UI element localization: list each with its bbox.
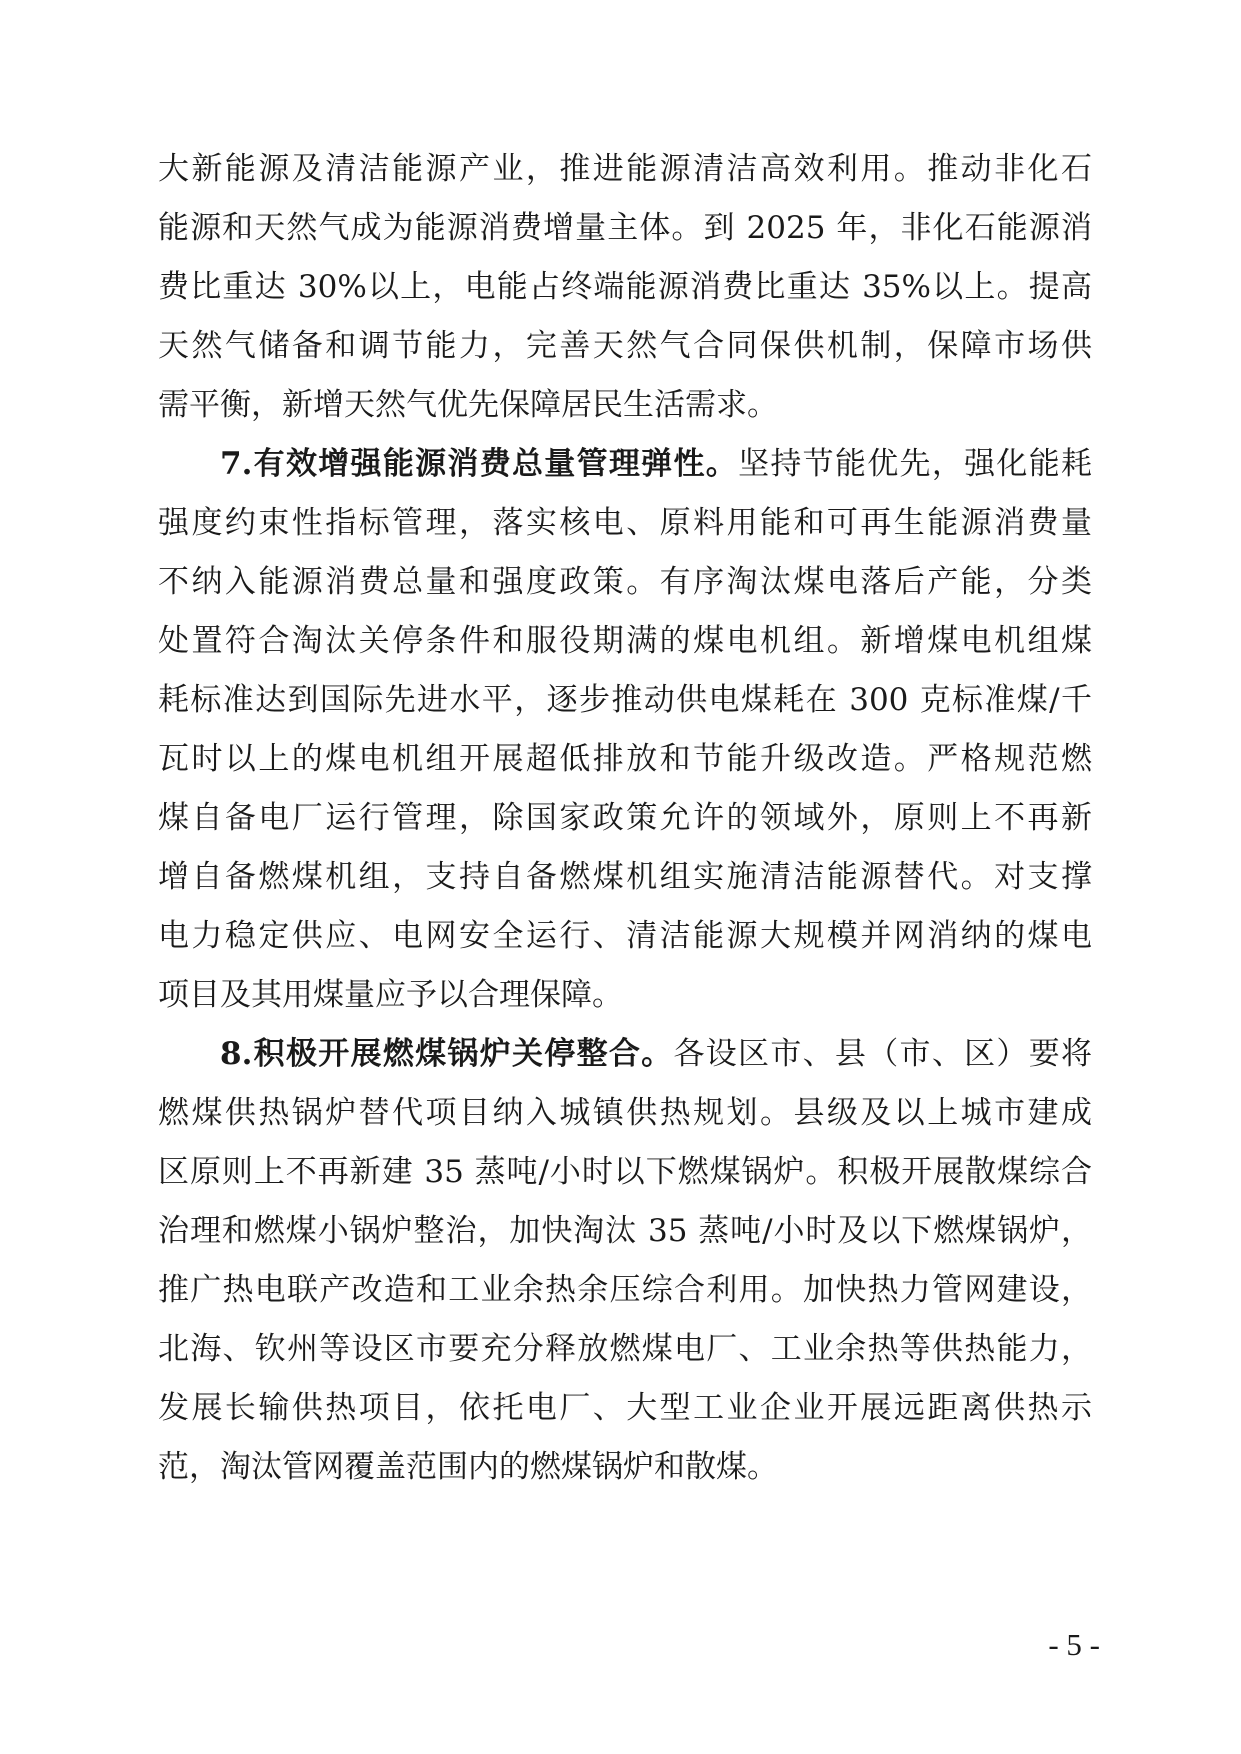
paragraph-line: 处置符合淘汰关停条件和服役期满的煤电机组。新增煤电机组煤 [158,623,1092,659]
paragraph-line: 需平衡，新增天然气优先保障居民生活需求。 [158,387,778,423]
page-number: - 5 - [1048,1627,1100,1662]
section-heading-8: 8.积极开展燃煤锅炉关停整合。 [220,1036,674,1072]
paragraph-line: 大新能源及清洁能源产业，推进能源清洁高效利用。推动非化石 [158,151,1092,187]
paragraph-1 [158,140,1092,435]
paragraph-line: 范，淘汰管网覆盖范围内的燃煤锅炉和散煤。 [158,1449,778,1485]
body-text [158,140,1092,1497]
paragraph-line: 天然气储备和调节能力，完善天然气合同保供机制，保障市场供 [158,328,1092,364]
paragraph-line: 能源和天然气成为能源消费增量主体。到 2025 年，非化石能源消 [158,210,1092,246]
paragraph-line: 增自备燃煤机组，支持自备燃煤机组实施清洁能源替代。对支撑 [158,859,1092,895]
paragraph-line: 不纳入能源消费总量和强度政策。有序淘汰煤电落后产能，分类 [158,564,1092,600]
paragraph-line-rest: 坚持节能优先，强化能耗 [738,446,1092,482]
paragraph-line: 燃煤供热锅炉替代项目纳入城镇供热规划。县级及以上城市建成 [158,1095,1092,1131]
paragraph-line: 耗标准达到国际先进水平，逐步推动供电煤耗在 300 克标准煤/千 [158,682,1092,718]
paragraph-2 [158,435,1092,1025]
paragraph-line: 治理和燃煤小锅炉整治，加快淘汰 35 蒸吨/小时及以下燃煤锅炉， [158,1213,1092,1249]
paragraph-line-rest: 各设区市、县（市、区）要将 [673,1036,1092,1072]
paragraph-line: 强度约束性指标管理，落实核电、原料用能和可再生能源消费量 [158,505,1092,541]
paragraph-line: 项目及其用煤量应予以合理保障。 [158,977,623,1013]
paragraph-first-line [158,435,1092,494]
section-heading-7: 7.有效增强能源消费总量管理弹性。 [220,446,739,482]
paragraph-line: 区原则上不再新建 35 蒸吨/小时以下燃煤锅炉。积极开展散煤综合 [158,1154,1092,1190]
paragraph-line: 北海、钦州等设区市要充分释放燃煤电厂、工业余热等供热能力， [158,1331,1092,1367]
paragraph-line: 发展长输供热项目，依托电厂、大型工业企业开展远距离供热示 [158,1390,1092,1426]
paragraph-first-line [158,1025,1092,1084]
paragraph-line: 电力稳定供应、电网安全运行、清洁能源大规模并网消纳的煤电 [158,918,1092,954]
paragraph-line: 煤自备电厂运行管理，除国家政策允许的领域外，原则上不再新 [158,800,1092,836]
paragraph-line: 瓦时以上的煤电机组开展超低排放和节能升级改造。严格规范燃 [158,741,1092,777]
paragraph-3 [158,1025,1092,1497]
paragraph-line: 推广热电联产改造和工业余热余压综合利用。加快热力管网建设， [158,1272,1092,1308]
paragraph-line: 费比重达 30%以上，电能占终端能源消费比重达 35%以上。提高 [158,269,1092,305]
